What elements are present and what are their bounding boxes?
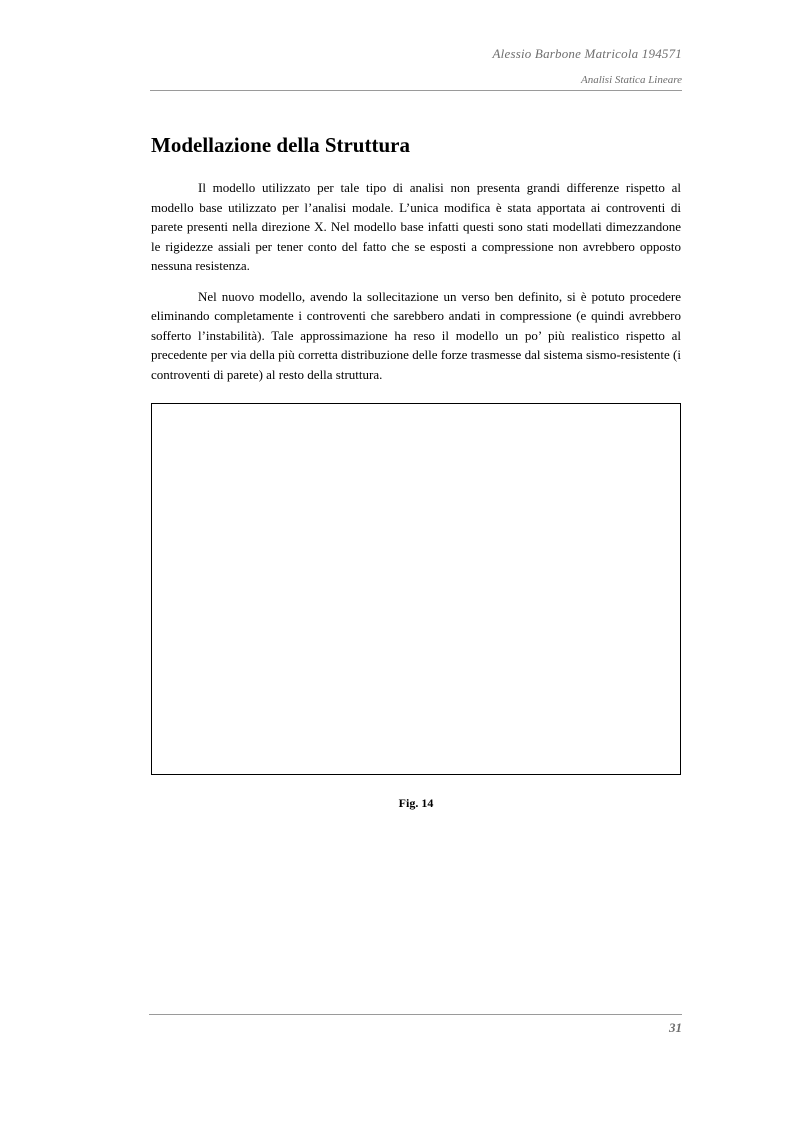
- figure-caption: Fig. 14: [398, 796, 434, 810]
- paragraph: Nel nuovo modello, avendo la sollecitazione un verso ben definito, si è potuto procedere eliminando completamente i controventi che sarebbero andati in compressione (e quindi avrebbero sofferto l’instabilità). Tale approssimazione ha reso il modello un po’ più realistico rispetto al precedente per via della più corretta distribuzione delle forze trasmesse dal sistema sismo-resistente (i controventi di parete) al resto della struttura.: [151, 288, 681, 382]
- header-divider: [150, 90, 682, 91]
- section-title: Modellazione della Struttura: [151, 133, 410, 157]
- page-number: 31: [669, 1020, 682, 1035]
- body-text: [151, 178, 681, 395]
- header-author: Alessio Barbone Matricola 194571: [492, 46, 682, 61]
- figure-frame: [151, 403, 681, 775]
- header-subtitle: Analisi Statica Lineare: [580, 74, 682, 86]
- paragraph: Il modello utilizzato per tale tipo di analisi non presenta grandi differenze rispetto al modello base utilizzato per l’analisi modale. L’unica modifica è stata apportata ai controventi di parete presenti nella direzione X. Nel modello base infatti questi sono stati modellati dimezzandone le rigidezze assiali per tener conto del fatto che se esposti a compressione non avrebbero opposto nessuna resistenza.: [151, 180, 681, 273]
- footer-divider: [149, 1014, 682, 1015]
